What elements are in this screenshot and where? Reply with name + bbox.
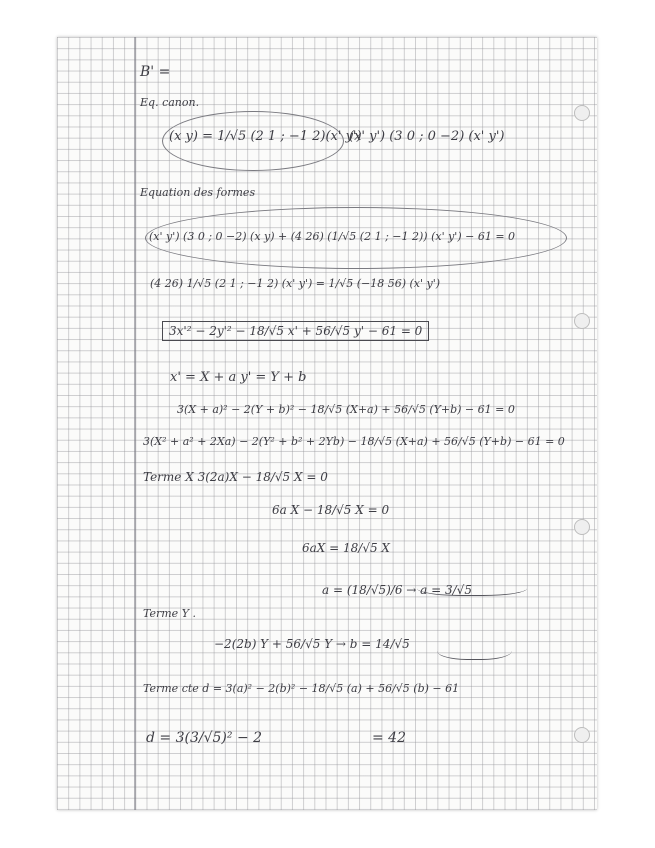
line-equation: (x' y') (3 0 ; 0 −2) (x' y') [349, 129, 505, 144]
line-heading: Equation des formes [140, 186, 256, 199]
line-equation: Terme cte d = 3(a)² − 2(b)² − 18/√5 (a) + 56/√5 (b) − 61 [143, 682, 460, 695]
line-equation: 6a X − 18/√5 X = 0 [272, 503, 390, 517]
line-equation: (x' y') (3 0 ; 0 −2) (x y) + (4 26) (1/√5 (2 1 ; −1 2)) (x' y') − 61 = 0 [149, 230, 516, 243]
answer-bracket [437, 637, 512, 660]
punch-hole [574, 105, 590, 121]
line-b-prime: B' = [140, 64, 171, 80]
line-heading: Eq. canon. [140, 96, 200, 109]
line-equation: −2(2b) Y + 56/√5 Y → b = 14/√5 [214, 637, 410, 651]
line-equation: 3(X + a)² − 2(Y + b)² − 18/√5 (X+a) + 56/√5 (Y+b) − 61 = 0 [177, 403, 515, 416]
line-heading: Terme Y . [143, 607, 196, 620]
line-equation: d = 3(3/√5)² − 2 [146, 730, 263, 746]
answer-bracket [417, 577, 527, 596]
line-equation: (4 26) 1/√5 (2 1 ; −1 2) (x' y') = 1/√5 (−18 56) (x' y') [150, 277, 441, 290]
notebook-page [57, 37, 597, 810]
punch-hole [574, 519, 590, 535]
line-equation: 3(X² + a² + 2Xa) − 2(Y² + b² + 2Yb) − 18/√5 (X+a) + 56/√5 (Y+b) − 61 = 0 [143, 435, 565, 448]
line-equation: 6aX = 18/√5 X [302, 541, 390, 555]
line-equation: a = (18/√5)/6 → a = 3/√5 [322, 583, 472, 597]
punch-hole [574, 727, 590, 743]
punch-hole [574, 313, 590, 329]
line-equation: (x y) = 1/√5 (2 1 ; −1 2)(x' y') [169, 129, 362, 144]
line-result: = 42 [372, 730, 406, 746]
boxed-equation: 3x'² − 2y'² − 18/√5 x' + 56/√5 y' − 61 = 0 [162, 321, 429, 341]
line-equation: Terme X 3(2a)X − 18/√5 X = 0 [143, 470, 328, 484]
line-equation: x' = X + a y' = Y + b [170, 370, 307, 385]
margin-line [134, 37, 136, 810]
